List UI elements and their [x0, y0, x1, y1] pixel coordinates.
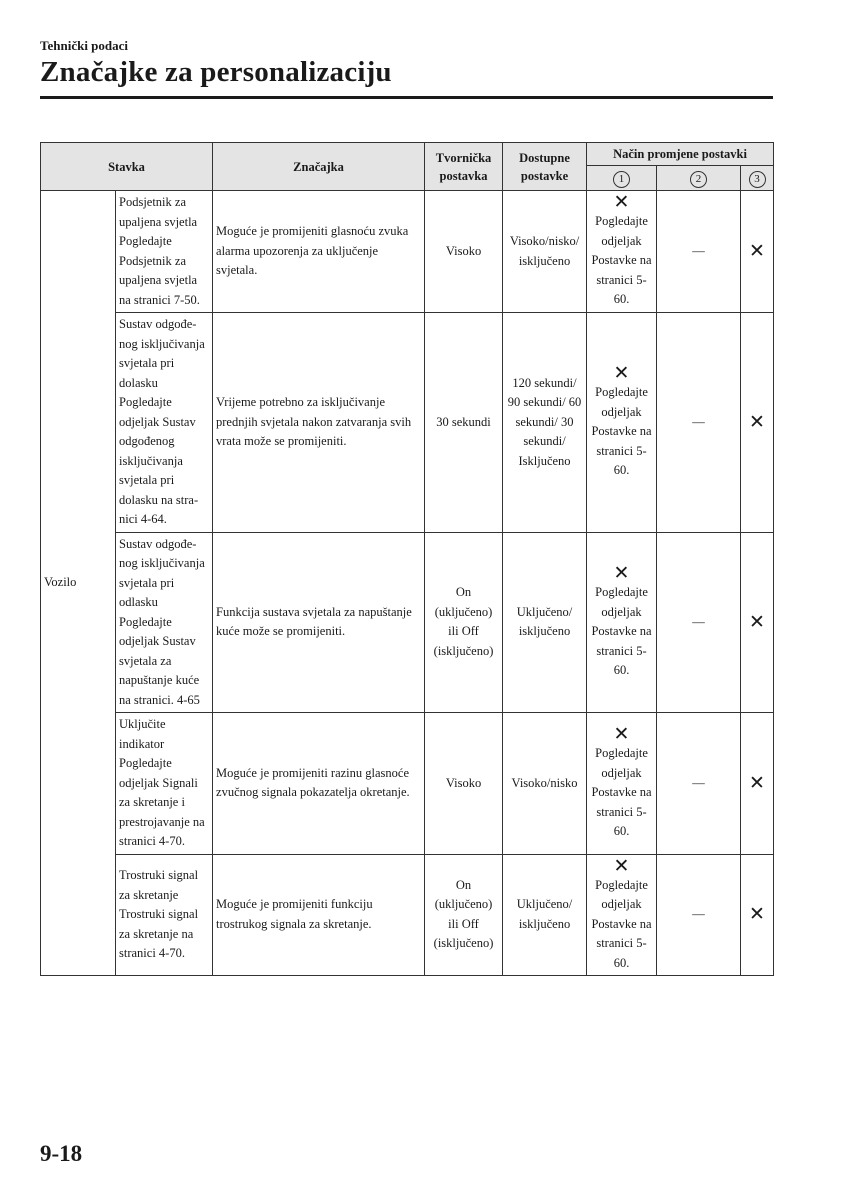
table-row — [41, 854, 774, 976]
method-2-cell — [657, 313, 741, 533]
method-2-cell — [657, 532, 741, 713]
znacajka-cell: Moguće je promijeniti razinu glasnoće zvučnog signala pokazatelja okretanje. — [213, 713, 425, 855]
header-tvornicka-postavka: Tvornička postavka — [425, 143, 503, 191]
x-mark-icon: ✕ — [613, 192, 630, 214]
method-1-cell — [587, 313, 657, 533]
table-row — [41, 313, 774, 533]
method-1-note: Pogledajte odjeljak Postavke na stranici 5-60. — [591, 746, 652, 838]
x-mark-icon: ✕ — [613, 724, 630, 745]
method-3-cell — [741, 191, 774, 313]
personalization-table — [40, 142, 774, 976]
header-method-2 — [657, 166, 741, 191]
dash-mark: — — [692, 243, 705, 258]
title-divider — [40, 96, 773, 99]
dash-mark: — — [692, 614, 705, 629]
stavka-cell: Podsjetnik za upaljena svjetla Pogledajte Podsjetnik za upaljena svjetla na stranici 7-50. — [116, 191, 213, 313]
znacajka-cell: Moguće je promijeniti glasnoću zvuka alarma upozorenja za uključenje svjetala. — [213, 191, 425, 313]
method-1-note: Pogledajte odjeljak Postavke na stranici 5-60. — [591, 214, 652, 307]
znacajka-cell: Moguće je promijeniti funkciju trostrukog signala za skretanje. — [213, 854, 425, 976]
tvornicka-cell: 30 sekundi — [425, 313, 503, 533]
method-3-cell — [741, 313, 774, 533]
dostupne-cell: Uključeno/ isključeno — [503, 532, 587, 713]
method-1-cell — [587, 854, 657, 976]
stavka-cell: Trostruki signal za skretanje Trostruki signal za skretanje na stranici 4-70. — [116, 854, 213, 976]
method-1-cell — [587, 713, 657, 855]
method-2-cell — [657, 191, 741, 313]
method-3-cell — [741, 532, 774, 713]
circled-number-2: 2 — [690, 171, 707, 188]
tvornicka-cell: On (uključeno) ili Off (isključeno) — [425, 532, 503, 713]
dash-mark: — — [692, 414, 705, 429]
x-mark-icon: ✕ — [613, 363, 630, 384]
circled-number-3: 3 — [749, 171, 766, 188]
table-row — [41, 532, 774, 713]
method-1-cell — [587, 532, 657, 713]
dostupne-cell: Visoko/nisko/ isključeno — [503, 191, 587, 313]
x-mark-icon: ✕ — [749, 611, 765, 633]
header-dostupne-postavke: Dostupne postavke — [503, 143, 587, 191]
x-mark-icon: ✕ — [613, 563, 630, 584]
stavka-cell: Sustav odgođe-nog isključivanja svjetala pri dolasku Pogledajte odjeljak Sustav odgođenog isključivanja svjetala pri dolasku na stra-nici 4-64. — [116, 313, 213, 533]
page-number: 9-18 — [40, 1141, 83, 1166]
method-1-note: Pogledajte odjeljak Postavke na stranici 5-60. — [591, 385, 652, 477]
x-mark-icon: ✕ — [749, 904, 765, 926]
table-row — [41, 191, 774, 313]
table-row — [41, 713, 774, 855]
dash-mark: — — [692, 775, 705, 790]
x-mark-icon: ✕ — [749, 241, 765, 262]
header-nacin-promjene: Način promjene postavki — [587, 143, 774, 166]
header-method-1 — [587, 166, 657, 191]
method-3-cell — [741, 713, 774, 855]
stavka-cell: Uključite indikator Pogledajte odjeljak Signali za skretanje i prestrojavanje na stranici 4-70. — [116, 713, 213, 855]
znacajka-cell: Funkcija sustava svjetala za napuštanje kuće može se promijeniti. — [213, 532, 425, 713]
dostupne-cell: Visoko/nisko — [503, 713, 587, 855]
stavka-cell: Sustav odgođe-nog isključivanja svjetala pri odlasku Pogledajte odjeljak Sustav svjetala za napuštanje kuće na stranici. 4-65 — [116, 532, 213, 713]
group-label: Vozilo — [41, 191, 116, 976]
dostupne-cell: Uključeno/ isključeno — [503, 854, 587, 976]
method-3-cell — [741, 854, 774, 976]
section-label: Tehnički podaci — [40, 38, 129, 53]
dostupne-cell: 120 sekundi/ 90 sekundi/ 60 sekundi/ 30 sekundi/ Isključeno — [503, 313, 587, 533]
x-mark-icon: ✕ — [749, 411, 765, 433]
tvornicka-cell: Visoko — [425, 191, 503, 313]
method-1-note: Pogledajte odjeljak Postavke na stranici 5-60. — [591, 877, 652, 970]
znacajka-cell: Vrijeme potrebno za isključivanje prednjih svjetala nakon zatvaranja svih vrata može se promijeniti. — [213, 313, 425, 533]
header-znacajka: Značajka — [213, 143, 425, 191]
header-stavka: Stavka — [41, 143, 213, 191]
method-1-note: Pogledajte odjeljak Postavke na stranici 5-60. — [591, 585, 652, 677]
x-mark-icon: ✕ — [613, 855, 630, 877]
method-2-cell — [657, 854, 741, 976]
tvornicka-cell: Visoko — [425, 713, 503, 855]
circled-number-1: 1 — [613, 171, 630, 188]
header-method-3 — [741, 166, 774, 191]
page-title: Značajke za personalizaciju — [40, 56, 392, 88]
dash-mark: — — [692, 907, 705, 921]
method-2-cell — [657, 713, 741, 855]
tvornicka-cell: On (uključeno) ili Off (isključeno) — [425, 854, 503, 976]
method-1-cell — [587, 191, 657, 313]
x-mark-icon: ✕ — [749, 772, 765, 794]
